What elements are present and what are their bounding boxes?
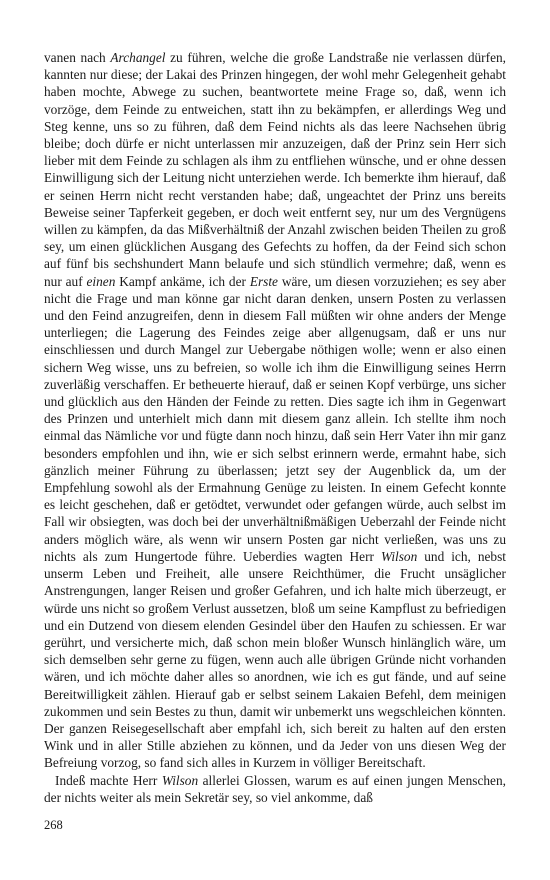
italic-text-run: Wilson	[380, 548, 418, 564]
italic-text-run: Archangel	[110, 50, 166, 65]
paragraph-1	[44, 49, 506, 772]
italic-text-run: einen	[86, 273, 116, 289]
text-run: vanen nach	[44, 50, 111, 65]
text-run: allerlei Glossen, warum es auf einen jungen Menschen, der nichts weiter als mein Sekretär sey, so viel ankomme, daß	[44, 772, 506, 805]
text-run: und ich, nebst unserm Leben und Freiheit, alle unsere Reichthümer, die Frucht unsäglicher Anstrengungen, langer Reisen und großer Gefahren, und ich halte mich überzeugt, er würde uns nicht so großem Verlust aussetzen, bloß um seine Kampflust zu befriedigen und ein Dutzend von diesem elenden Gesindel über den Haufen zu schiessen. Er war gerührt, und versicherte mich, daß schon mein bloßer Wunsch hinlänglich wäre, um sich demselben sehr gerne zu fügen, wenn auch alle übrigen Gründe nicht vorhanden wären, und ich möchte daher alles so anordnen, wie ich es gut fände, und auf seine Bereitwilligkeit zählen. Hierauf gab er selbst seinem Lakaien Befehl, dem meinigen zukommen und sein Bestes zu thun, damit wir unbemerkt uns wegschleichen könnten. Der ganzen Reisegesellschaft aber empfahl ich, sich bereit zu halten auf den ersten Wink und in aller Stille abziehen zu können, und da Jeder von uns diesen Weg der Befreiung vorzog, so fand sich alles in Kurzem in völliger Bereitschaft.	[44, 548, 506, 771]
text-run: Indeß machte Herr	[55, 772, 162, 788]
text-run: wäre, um diesen vorzuziehen; es sey aber nicht die Frage und man könne gar nicht daran denken, unsern Posten zu verlassen und den Feind anzugreifen, denn in diesem Fall müßten wir ohne anders der Menge unterliegen; die Lagerung des Feindes zeige aber allgenugsam, daß er uns nur einschliessen und durch Mangel zur Uebergabe nöthigen wolle; wenn er also einen sichern Weg wisse, uns zu befreien, so wolle ich ihm die Einwilligung seines Herrn zuverläßig verschaffen. Er betheuerte hierauf, daß er seinen Kopf verbürge, uns sicher und glücklich aus den Händen der Feinde zu retten. Dies sagte ich ihm in Gegenwart des Prinzen und unterhielt mich dann mit diesem ganz allein. Ich stellte ihm noch einmal das Nämliche vor und fügte dann noch hinzu, daß sein Herr Vater ihn mir ganz besonders empfohlen und ihn, wie er sich selbst erinnern werde, ermahnt habe, sich gänzlich meiner Führung zu überlassen; jetzt sey der Augenblick da, um der Empfehlung sowohl als der Ermahnung Genüge zu leisten. In einem Gefecht konnte es leicht geschehen, daß er getödtet, verwundet oder gefangen würde, auch selbst im Fall wir obsiegten, was doch bei der unverhältnißmäßigen Ueberzahl der Feinde nicht anders möglich wäre, als wenn wir unsern Posten gar nicht verließen, was uns zu nichts als zum Hungertode führe. Ueberdies wagten Herr	[44, 273, 507, 564]
italic-text-run: Erste	[249, 273, 278, 289]
text-run: Kampf ankäme, ich der	[115, 273, 250, 289]
page-number: 268	[44, 818, 63, 832]
text-run: zu führen, welche die große Landstraße nie verlassen dürfen, kannten nur diese; der Lakai des Prinzen hingegen, der wohl mehr Gelegenheit gehabt haben mochte, Abwege zu suchen, beantwortete meine Frage so, daß, wenn ich vorzöge, dem Feinde zu entweichen, statt ihn zu bekämpfen, er allerdings Weg und Steg kenne, uns so zu führen, daß dem Feind nichts als das leere Nachsehen übrig bleibe; doch dürfe er nicht unterlassen mir anzuzeigen, daß der Prinz sein Herr sich lieber mit dem Feinde zu schlagen als ihm zu entfliehen wünsche, und er ohne dessen Einwilligung sich der Leitung nicht unterziehen werde. Ich bemerkte ihm hierauf, daß er seinen Herrn nicht recht verstanden habe; daß, ungeachtet der Prinz uns bereits Beweise seiner Tapferkeit gegeben, er doch weit entfernt sey, nur um des Vergnügens willen zu kämpfen, da das Mißverhältniß der Anzahl zwischen beiden Theilen zu groß sey, um einen glücklichen Ausgang des Gefechts zu hoffen, da der Feind sich schon auf fünf bis sechshundert Mann belaufe und sich stündlich vermehre; daß, wenn es nur auf	[44, 50, 506, 289]
italic-text-run: Wilson	[161, 772, 199, 788]
paragraph-2	[44, 772, 506, 806]
body-text	[44, 49, 506, 806]
